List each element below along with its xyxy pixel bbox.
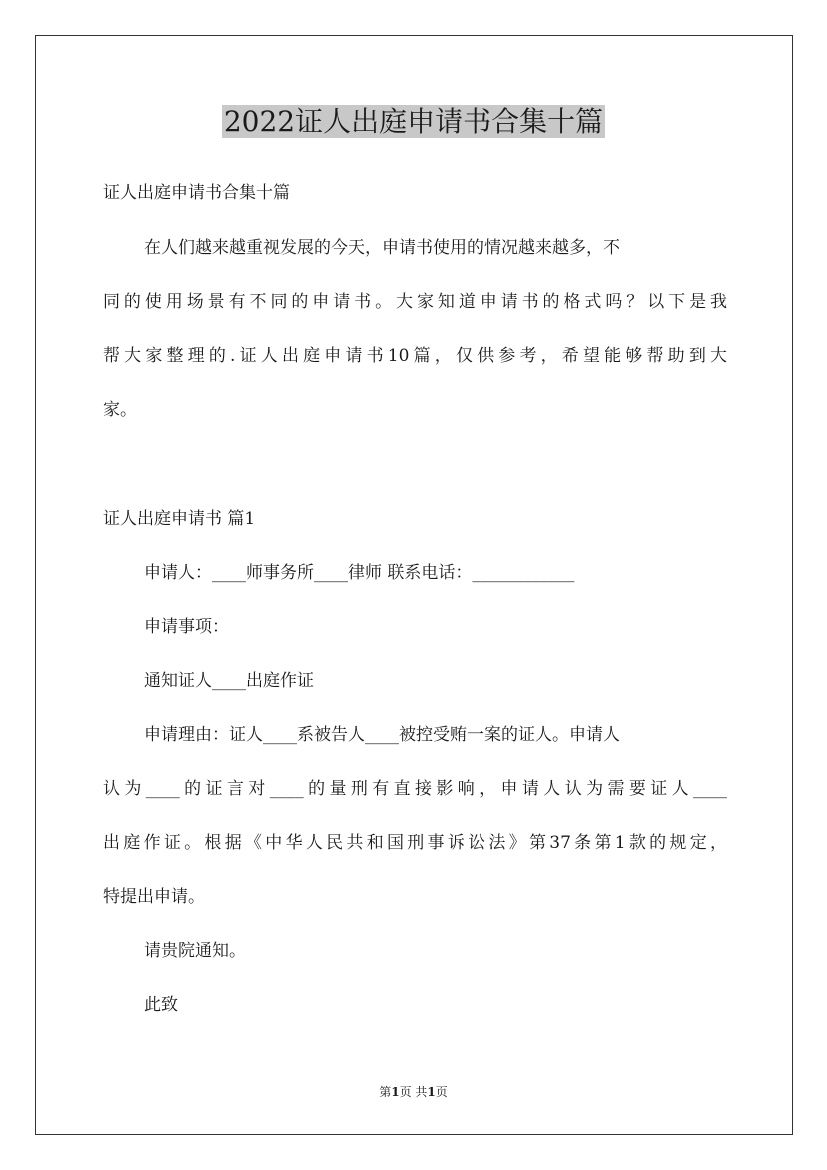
document-title bbox=[0, 100, 827, 144]
intro-line-4: 家。 bbox=[103, 400, 137, 420]
intro-line-2: 同的使用场景有不同的申请书。大家知道申请书的格式吗？以下是我 bbox=[103, 292, 727, 312]
reason-line-1: 申请理由：证人____系被告人____被控受贿一案的证人。申请人 bbox=[144, 725, 620, 745]
intro-line-3: 帮大家整理的.证人出庭申请书10篇，仅供参考，希望能够帮助到大 bbox=[103, 346, 727, 366]
reason-line-4: 特提出申请。 bbox=[103, 887, 205, 907]
document-subtitle: 证人出庭申请书合集十篇 bbox=[103, 183, 290, 203]
reason-line-3: 出庭作证。根据《中华人民共和国刑事诉讼法》第37条第1款的规定， bbox=[103, 833, 727, 853]
footer-page-number: 1 bbox=[391, 1085, 400, 1099]
applicant-line: 申请人：____师事务所____律师 联系电话：____________ bbox=[144, 563, 575, 583]
section-heading: 证人出庭申请书 篇1 bbox=[103, 509, 256, 529]
footer-page-prefix: 第 bbox=[379, 1085, 392, 1099]
application-matters-label: 申请事项： bbox=[144, 617, 229, 637]
footer-page-mid: 页 共 bbox=[399, 1085, 428, 1099]
intro-line-1: 在人们越来越重视发展的今天，申请书使用的情况越来越多，不 bbox=[144, 238, 620, 258]
request-notify-line: 请贵院通知。 bbox=[144, 941, 246, 961]
footer-total-pages: 1 bbox=[427, 1085, 436, 1099]
reason-line-2: 认为____的证言对____的量刑有直接影响，申请人认为需要证人____ bbox=[103, 779, 727, 799]
document-title-text: 2022证人出庭申请书合集十篇 bbox=[223, 105, 604, 138]
page-footer bbox=[0, 1084, 827, 1100]
closing-line: 此致 bbox=[144, 995, 178, 1015]
notify-witness-line: 通知证人____出庭作证 bbox=[144, 671, 314, 691]
footer-page-suffix: 页 bbox=[435, 1085, 448, 1099]
